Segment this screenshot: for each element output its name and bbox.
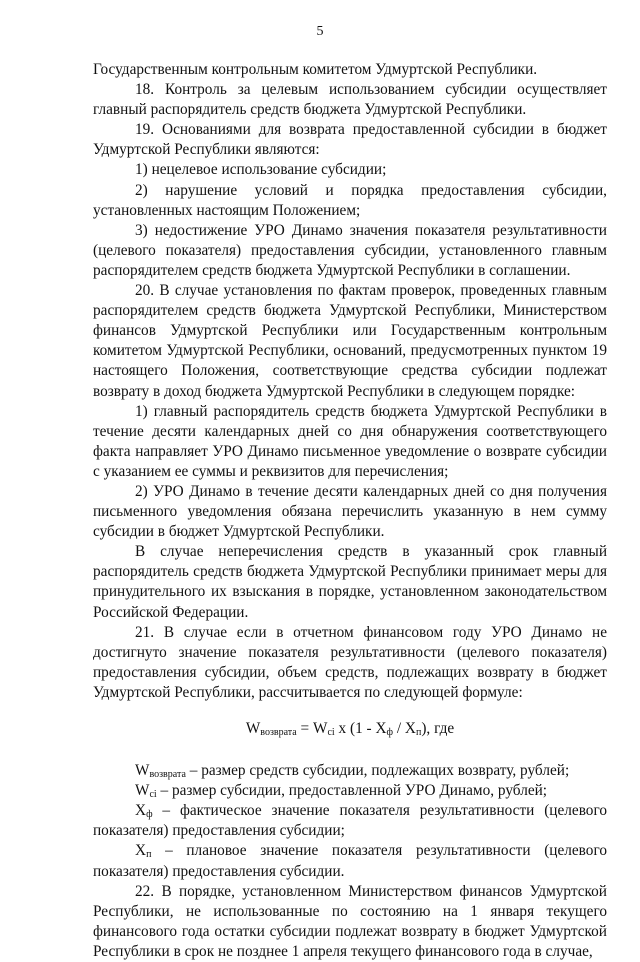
definition-symbol: Х [135, 842, 147, 860]
definition-subscript: п [146, 849, 152, 861]
definition-text: – фактическое значение показателя результативности (целевого показателя) предоставления субсидии; [93, 802, 607, 840]
formula-wci-subscript: ci [327, 727, 335, 738]
paragraph-18: 18. Контроль за целевым использованием субсидии осуществляет главный распорядитель средств бюджета Удмуртской Республики. [93, 81, 607, 119]
definition-subscript: возврата [149, 769, 186, 781]
paragraph-20-item-1: 1) главный распорядитель средств бюджета Удмуртской Республики в течение десяти календарных дней со дня обнаружения соответствующего факта направляет УРО Динамо письменное уведомление о возврате субсидии с указанием ее суммы и реквизитов для перечисления; [93, 402, 607, 480]
definition-symbol: W [135, 762, 150, 780]
paragraph-continuation: Государственным контрольным комитетом Удмуртской Республики. [93, 61, 538, 78]
definition-subscript: ci [149, 789, 157, 801]
page-number: 5 [316, 24, 324, 39]
definition-w-refund [93, 761, 607, 781]
formula-wci: W [313, 720, 328, 737]
definition-xp [93, 841, 607, 881]
paragraph-21: 21. В случае если в отчетном финансовом году УРО Динамо не достигнуто значение показателя результативности (целевого показателя) предоставления субсидии, объем средств, подлежащих возврату в бюджет Удмуртской Республики, рассчитывается по следующей формуле: [93, 623, 607, 701]
definition-text: – размер субсидии, предоставленной УРО Динамо, рублей; [156, 782, 548, 800]
paragraph-20: 20. В случае установления по фактам проверок, проведенных главным распорядителем средств бюджета Удмуртской Республики, Министерством финансов Удмуртской Республики или Государственным контрольным комитетом Удмуртской Республики, оснований, предусмотренных пунктом 19 настоящего Положения, соответствующие средства субсидии подлежат возврату в доход бюджета Удмуртской Республики в следующем порядке: [93, 282, 607, 400]
definition-subscript: ф [146, 809, 153, 821]
formula-w-subscript: возврата [260, 727, 297, 738]
paragraph-19-item-3: 3) недостижение УРО Динамо значения показателя результативности (целевого показателя) предоставления субсидии, установленного главным распорядителем средств бюджета Удмуртской Республики в соглашении. [93, 221, 607, 279]
refund-formula [93, 719, 607, 739]
formula-equals: = [296, 720, 314, 737]
document-body [93, 60, 607, 962]
definition-symbol: Х [135, 802, 147, 820]
paragraph-20-enforcement: В случае неперечисления средств в указанный срок главный распорядитель средств бюджета Удмуртской Республики принимает меры для принудительного их взыскания в порядке, установленном законодательством Российской Федерации. [93, 543, 607, 621]
paragraph-22: 22. В порядке, установленном Министерством финансов Удмуртской Республики, не использованные по состоянию на 1 января текущего финансового года остатки субсидии подлежат возврату в бюджет Удмуртской Республики в срок не позднее 1 апреля текущего финансового года в случае, [93, 882, 607, 960]
paragraph-19-item-1: 1) нецелевое использование субсидии; [135, 161, 387, 179]
paragraph-20-item-2: 2) УРО Динамо в течение десяти календарных дней со дня получения письменного уведомления обязана перечислить указанную в нем сумму субсидии в бюджет Удмуртской Республики. [93, 482, 607, 541]
definition-wci [93, 781, 607, 801]
formula-part-2: / X [393, 720, 416, 737]
definition-symbol: W [135, 782, 150, 800]
definition-text: – размер средств субсидии, подлежащих возврату, рублей; [185, 762, 570, 780]
formula-w: W [245, 720, 261, 737]
formula-xp-subscript: п [415, 727, 422, 738]
definition-text: – плановое значение показателя результативности (целевого показателя) предоставления субсидии. [93, 842, 607, 880]
formula-xf-subscript: ф [386, 727, 394, 738]
formula-tail: ), где [421, 720, 455, 737]
paragraph-19: 19. Основаниями для возврата предоставленной субсидии в бюджет Удмуртской Республики являются: [93, 121, 607, 159]
definition-xf [93, 801, 607, 841]
paragraph-19-item-2: 2) нарушение условий и порядка предоставления субсидии, установленных настоящим Положением; [93, 181, 607, 219]
formula-part-1: x (1 - X [334, 720, 387, 737]
